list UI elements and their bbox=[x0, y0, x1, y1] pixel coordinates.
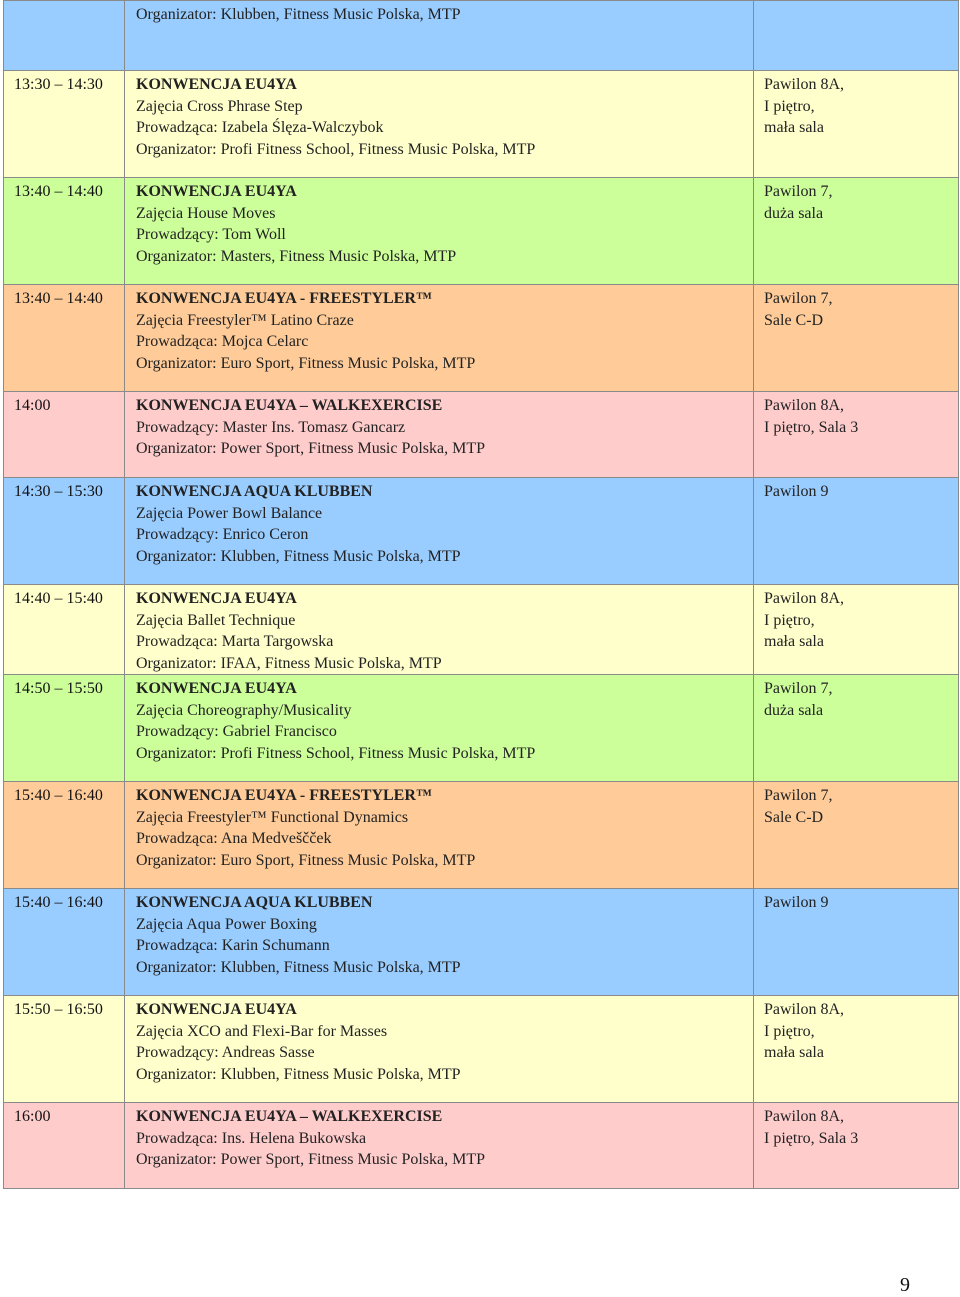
event-cell bbox=[125, 178, 754, 285]
organizer-line: Organizator: Power Sport, Fitness Music Polska, MTP bbox=[136, 1151, 486, 1168]
time-cell: 14:50 – 15:50 bbox=[4, 675, 125, 782]
event-cell bbox=[125, 1, 754, 71]
event-title: KONWENCJA EU4YA bbox=[136, 1001, 297, 1018]
place-cell bbox=[754, 478, 959, 585]
organizer-line: Organizator: Klubben, Fitness Music Polska, MTP bbox=[136, 958, 461, 976]
page-number: 9 bbox=[900, 1274, 910, 1296]
schedule-row bbox=[4, 1, 959, 71]
place-line: mała sala bbox=[764, 633, 824, 650]
event-cell bbox=[125, 996, 754, 1103]
place-line: duża sala bbox=[764, 701, 824, 719]
place-line: Pawilon 8A, bbox=[764, 1108, 844, 1125]
schedule-row bbox=[4, 71, 959, 178]
organizer-line: Organizator: Profi Fitness School, Fitness Music Polska, MTP bbox=[136, 744, 536, 762]
place-cell bbox=[754, 392, 959, 478]
time-cell: 16:00 bbox=[4, 1103, 125, 1189]
event-title: KONWENCJA AQUA KLUBBEN bbox=[136, 483, 373, 500]
class-line: Zajęcia Freestyler™ Functional Dynamics bbox=[136, 808, 409, 826]
class-line: Zajęcia Power Bowl Balance bbox=[136, 504, 323, 522]
schedule-row bbox=[4, 178, 959, 285]
time-cell: 14:30 – 15:30 bbox=[4, 478, 125, 585]
event-cell bbox=[125, 889, 754, 996]
event-title: KONWENCJA EU4YA bbox=[136, 183, 297, 200]
instructor-line: Prowadzący: Tom Woll bbox=[136, 226, 286, 243]
class-line: Zajęcia Freestyler™ Latino Craze bbox=[136, 311, 354, 329]
schedule-row bbox=[4, 585, 959, 675]
time-cell: 13:40 – 14:40 bbox=[4, 285, 125, 392]
event-title: KONWENCJA EU4YA – WALKEXERCISE bbox=[136, 397, 443, 414]
event-title: KONWENCJA EU4YA bbox=[136, 76, 297, 93]
organizer-line: Organizator: Klubben, Fitness Music Polska, MTP bbox=[136, 6, 461, 23]
place-line: I piętro, bbox=[764, 97, 815, 115]
place-line: Pawilon 8A, bbox=[764, 76, 844, 93]
place-line: Sale C-D bbox=[764, 808, 824, 826]
place-cell bbox=[754, 889, 959, 996]
organizer-line: Organizator: Klubben, Fitness Music Polska, MTP bbox=[136, 547, 461, 565]
organizer-line: Organizator: Klubben, Fitness Music Polska, MTP bbox=[136, 1065, 461, 1083]
place-line: Pawilon 8A, bbox=[764, 1001, 844, 1018]
time-cell: 13:30 – 14:30 bbox=[4, 71, 125, 178]
event-title: KONWENCJA EU4YA bbox=[136, 680, 297, 697]
place-line: Sale C-D bbox=[764, 311, 824, 329]
class-line: Zajęcia Choreography/Musicality bbox=[136, 701, 352, 719]
class-line: Zajęcia Aqua Power Boxing bbox=[136, 915, 317, 933]
place-cell bbox=[754, 675, 959, 782]
place-line: I piętro, bbox=[764, 1022, 815, 1040]
instructor-line: Prowadząca: Karin Schumann bbox=[136, 937, 330, 954]
organizer-line: Organizator: IFAA, Fitness Music Polska, MTP bbox=[136, 654, 442, 672]
place-line: Pawilon 7, bbox=[764, 183, 833, 200]
time-cell: 14:00 bbox=[4, 392, 125, 478]
event-title: KONWENCJA EU4YA – WALKEXERCISE bbox=[136, 1108, 443, 1125]
place-cell bbox=[754, 996, 959, 1103]
schedule-row bbox=[4, 675, 959, 782]
schedule-row bbox=[4, 285, 959, 392]
place-line: I piętro, Sala 3 bbox=[764, 418, 859, 436]
instructor-line: Prowadzący: Andreas Sasse bbox=[136, 1044, 315, 1061]
place-cell bbox=[754, 1, 959, 71]
event-cell bbox=[125, 478, 754, 585]
time-cell: 15:40 – 16:40 bbox=[4, 782, 125, 889]
place-cell bbox=[754, 585, 959, 675]
event-cell bbox=[125, 675, 754, 782]
schedule-row bbox=[4, 996, 959, 1103]
place-line: Pawilon 9 bbox=[764, 483, 829, 500]
event-title: KONWENCJA EU4YA bbox=[136, 590, 297, 607]
instructor-line: Prowadząca: Mojca Celarc bbox=[136, 333, 309, 350]
time-cell: 15:50 – 16:50 bbox=[4, 996, 125, 1103]
schedule-row bbox=[4, 889, 959, 996]
class-line: Zajęcia House Moves bbox=[136, 204, 276, 222]
place-line: Pawilon 7, bbox=[764, 787, 833, 804]
instructor-line: Prowadząca: Marta Targowska bbox=[136, 633, 334, 650]
event-cell bbox=[125, 782, 754, 889]
place-line: mała sala bbox=[764, 119, 824, 136]
organizer-line: Organizator: Euro Sport, Fitness Music Polska, MTP bbox=[136, 354, 476, 372]
event-title: KONWENCJA AQUA KLUBBEN bbox=[136, 894, 373, 911]
event-title: KONWENCJA EU4YA - FREESTYLER™ bbox=[136, 290, 432, 307]
instructor-line: Prowadzący: Gabriel Francisco bbox=[136, 723, 337, 740]
event-cell bbox=[125, 392, 754, 478]
event-cell bbox=[125, 585, 754, 675]
place-line: I piętro, bbox=[764, 611, 815, 629]
time-cell: 15:40 – 16:40 bbox=[4, 889, 125, 996]
class-line: Zajęcia XCO and Flexi-Bar for Masses bbox=[136, 1022, 388, 1040]
class-line: Zajęcia Ballet Technique bbox=[136, 611, 296, 629]
place-cell bbox=[754, 285, 959, 392]
place-cell bbox=[754, 71, 959, 178]
place-cell bbox=[754, 1103, 959, 1189]
instructor-line: Prowadząca: Ins. Helena Bukowska bbox=[136, 1129, 367, 1147]
organizer-line: Organizator: Euro Sport, Fitness Music Polska, MTP bbox=[136, 851, 476, 869]
schedule-row bbox=[4, 782, 959, 889]
place-line: Pawilon 9 bbox=[764, 894, 829, 911]
place-line: Pawilon 7, bbox=[764, 680, 833, 697]
place-line: duża sala bbox=[764, 204, 824, 222]
organizer-line: Organizator: Masters, Fitness Music Polska, MTP bbox=[136, 247, 457, 265]
event-cell bbox=[125, 285, 754, 392]
time-cell bbox=[4, 1, 125, 71]
place-cell bbox=[754, 178, 959, 285]
instructor-line: Prowadząca: Izabela Ślęza-Walczybok bbox=[136, 119, 384, 136]
instructor-line: Prowadzący: Enrico Ceron bbox=[136, 526, 309, 543]
place-line: Pawilon 8A, bbox=[764, 590, 844, 607]
schedule-row bbox=[4, 478, 959, 585]
place-line: I piętro, Sala 3 bbox=[764, 1129, 859, 1147]
place-line: mała sala bbox=[764, 1044, 824, 1061]
event-cell bbox=[125, 1103, 754, 1189]
instructor-line: Prowadząca: Ana Medveščček bbox=[136, 830, 332, 847]
time-cell: 13:40 – 14:40 bbox=[4, 178, 125, 285]
place-line: Pawilon 7, bbox=[764, 290, 833, 307]
event-title: KONWENCJA EU4YA - FREESTYLER™ bbox=[136, 787, 432, 804]
schedule-table bbox=[3, 0, 959, 1189]
place-line: Pawilon 8A, bbox=[764, 397, 844, 414]
instructor-line: Prowadzący: Master Ins. Tomasz Gancarz bbox=[136, 418, 406, 436]
schedule-row bbox=[4, 392, 959, 478]
event-cell bbox=[125, 71, 754, 178]
class-line: Zajęcia Cross Phrase Step bbox=[136, 97, 303, 115]
time-cell: 14:40 – 15:40 bbox=[4, 585, 125, 675]
organizer-line: Organizator: Power Sport, Fitness Music Polska, MTP bbox=[136, 440, 486, 457]
place-cell bbox=[754, 782, 959, 889]
organizer-line: Organizator: Profi Fitness School, Fitness Music Polska, MTP bbox=[136, 140, 536, 158]
schedule-row bbox=[4, 1103, 959, 1189]
